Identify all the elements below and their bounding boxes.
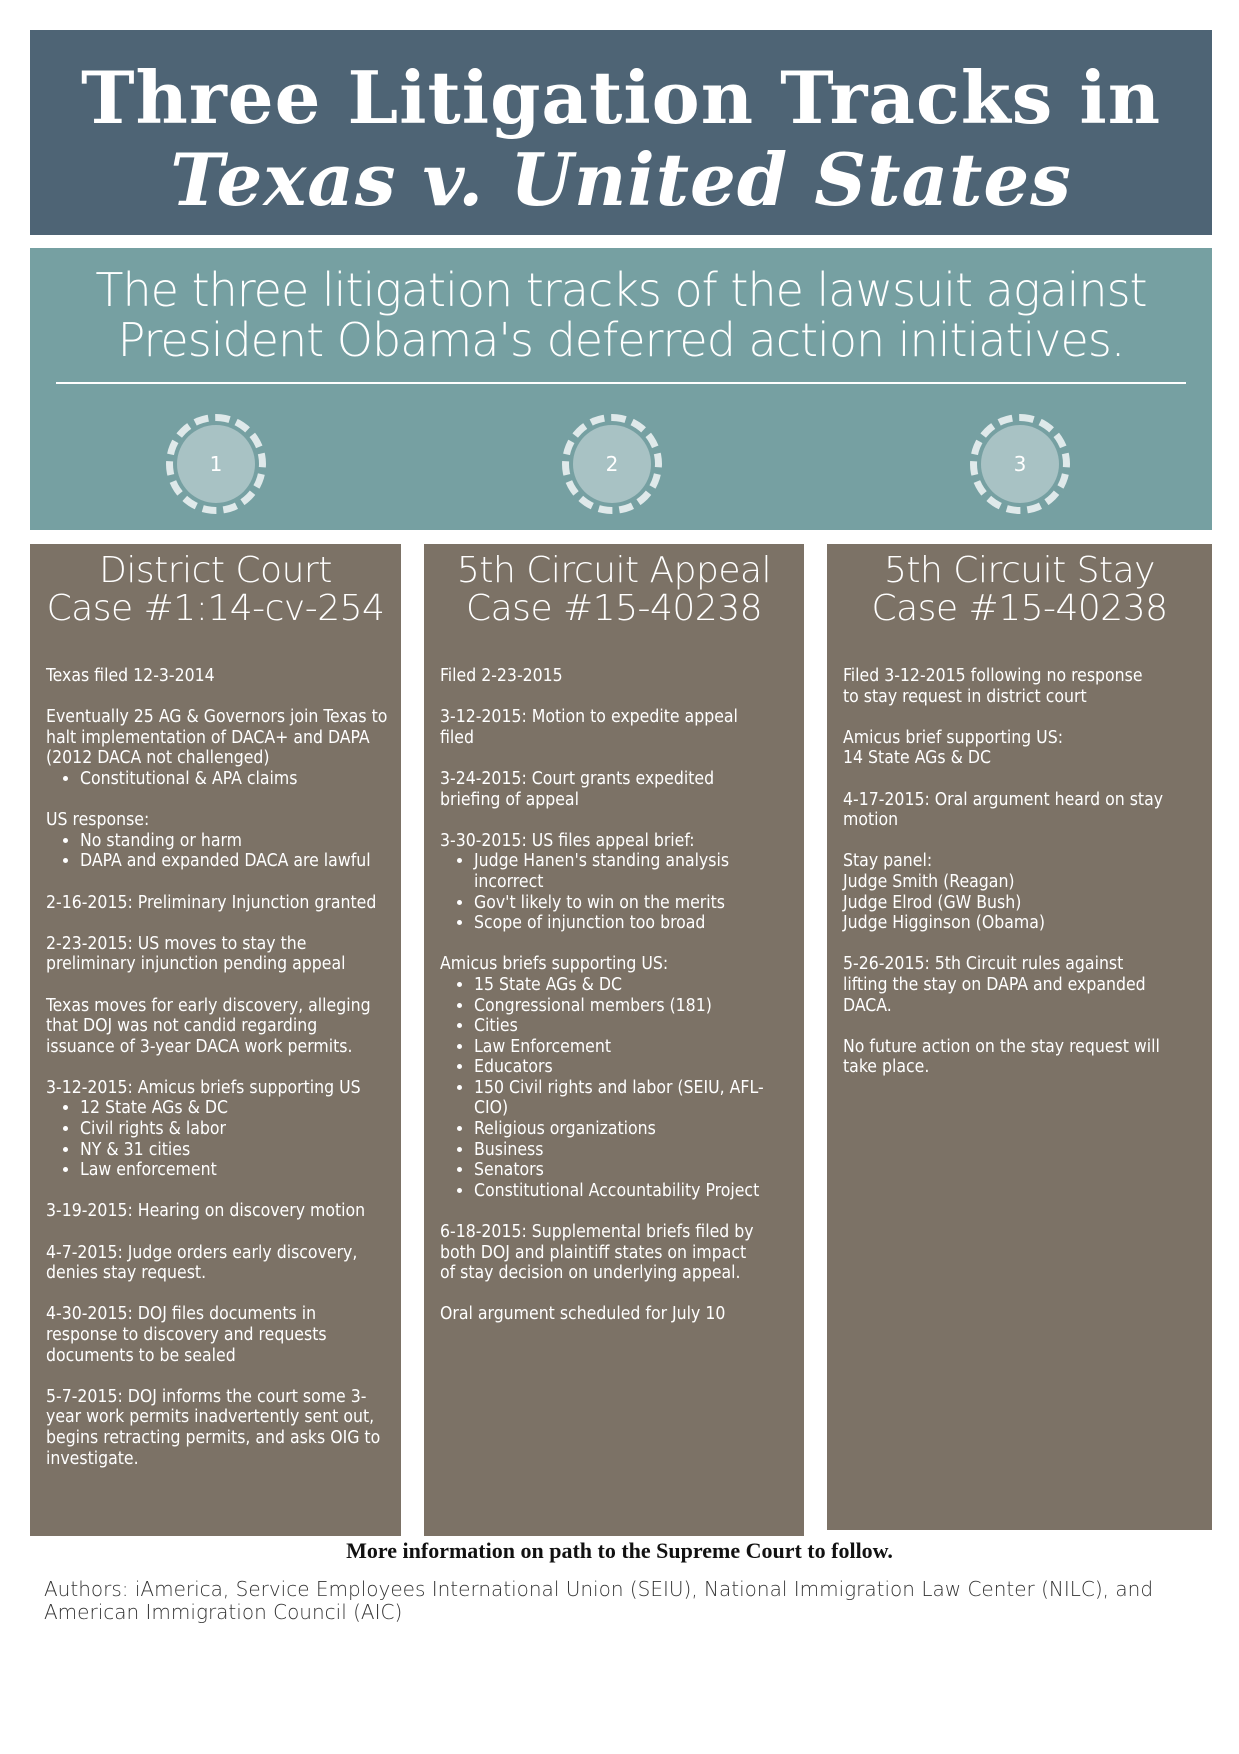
page-title-line1: Three Litigation Tracks in bbox=[80, 55, 1162, 140]
bullet-item: • Law Enforcement bbox=[474, 1037, 792, 1058]
track-number-badge-1 bbox=[166, 414, 266, 514]
timeline-entry bbox=[843, 1037, 1200, 1078]
column-title-line1: 5th Circuit Appeal bbox=[456, 550, 772, 591]
timeline-entry-text: Stay panel: Judge Smith (Reagan) Judge Elrod (GW Bush) Judge Higginson (Obama) bbox=[843, 851, 1045, 934]
footer-authors: Authors: iAmerica, Service Employees International Union (SEIU), National Immigration Law Center (NILC), and American Immigration Council (AIC) bbox=[44, 1577, 1154, 1624]
badge-number: 1 bbox=[177, 425, 255, 503]
timeline-entry bbox=[46, 1201, 389, 1222]
timeline-entry-text: 2-23-2015: US moves to stay the preliminary injunction pending appeal bbox=[46, 933, 346, 975]
timeline-entry bbox=[46, 1387, 389, 1469]
timeline-entry-text: 4-7-2015: Judge orders early discovery, denies stay request. bbox=[46, 1242, 358, 1284]
timeline-entry-text: Amicus brief supporting US: 14 State AGs & DC bbox=[843, 727, 1064, 769]
timeline-entry-text: 3-24-2015: Court grants expedited briefing of appeal bbox=[440, 768, 715, 810]
timeline-entry bbox=[440, 666, 792, 687]
timeline-entry bbox=[46, 1078, 389, 1181]
bullet-item: • Judge Hanen's standing analysis incorrect bbox=[474, 851, 792, 892]
timeline-entry-text: 3-30-2015: US files appeal brief: bbox=[440, 830, 695, 851]
bullet-item: • 12 State AGs & DC bbox=[80, 1098, 389, 1119]
timeline-entry bbox=[440, 1304, 792, 1325]
bullet-item: • Religious organizations bbox=[474, 1119, 792, 1140]
timeline-entry bbox=[440, 954, 792, 1201]
bullet-item: • No standing or harm bbox=[80, 831, 389, 852]
timeline-entry bbox=[46, 810, 389, 872]
subtitle-line1: The three litigation tracks of the lawsuit against bbox=[95, 263, 1147, 317]
bullet-list bbox=[46, 769, 389, 790]
timeline-entry-text: 3-19-2015: Hearing on discovery motion bbox=[46, 1201, 366, 1222]
column-title-line1: 5th Circuit Stay bbox=[884, 550, 1155, 591]
timeline-entry bbox=[46, 666, 389, 687]
timeline-entry bbox=[843, 666, 1200, 707]
timeline-entry bbox=[440, 707, 792, 748]
column-body bbox=[46, 666, 389, 1490]
column-body bbox=[843, 666, 1200, 1098]
bullet-item: • 150 Civil rights and labor (SEIU, AFL-CIO) bbox=[474, 1078, 792, 1119]
timeline-entry-text: Filed 3-12-2015 following no response to stay request in district court bbox=[843, 666, 1143, 707]
column-title-line1: District Court bbox=[99, 550, 332, 591]
timeline-entry-text: Amicus briefs supporting US: bbox=[440, 954, 669, 975]
timeline-entry-text: US response: bbox=[46, 810, 150, 831]
timeline-entry bbox=[46, 1243, 389, 1284]
bullet-list bbox=[46, 831, 389, 872]
timeline-entry bbox=[843, 790, 1200, 831]
bullet-item: • Business bbox=[474, 1140, 792, 1161]
timeline-entry-text: 4-17-2015: Oral argument heard on stay motion bbox=[843, 789, 1164, 831]
timeline-entry bbox=[46, 707, 389, 789]
bullet-list bbox=[46, 1098, 389, 1180]
track-column-5th-circuit-appeal bbox=[424, 544, 804, 1536]
timeline-entry bbox=[843, 728, 1200, 769]
timeline-entry-text: Texas filed 12-3-2014 bbox=[46, 666, 215, 686]
timeline-entry bbox=[46, 893, 389, 914]
timeline-entry bbox=[46, 1304, 389, 1366]
timeline-entry bbox=[440, 831, 792, 934]
column-body bbox=[440, 666, 792, 1346]
track-number-badge-3 bbox=[970, 414, 1070, 514]
bullet-item: • Congressional members (181) bbox=[474, 996, 792, 1017]
title-banner bbox=[30, 30, 1212, 235]
timeline-entry-text: Eventually 25 AG & Governors join Texas to halt implementation of DACA+ and DAPA (2012 DACA not challenged) bbox=[46, 707, 388, 769]
column-case-number: Case #15-40238 bbox=[871, 588, 1168, 629]
column-title bbox=[827, 552, 1212, 628]
bullet-item: • 15 State AGs & DC bbox=[474, 975, 792, 996]
bullet-item: • Law enforcement bbox=[80, 1160, 389, 1181]
bullet-item: • Scope of injunction too broad bbox=[474, 913, 792, 934]
column-case-number: Case #15-40238 bbox=[465, 588, 763, 629]
bullet-item: • Constitutional Accountability Project bbox=[474, 1181, 792, 1202]
timeline-entry bbox=[46, 934, 389, 975]
timeline-entry-text: 5-7-2015: DOJ informs the court some 3- year work permits inadvertently sent out, begins retracting permits, and asks OIG to investigate. bbox=[46, 1386, 381, 1469]
timeline-entry-text: No future action on the stay request will take place. bbox=[843, 1036, 1160, 1078]
timeline-entry-text: 3-12-2015: Motion to expedite appeal filed bbox=[440, 707, 738, 748]
timeline-entry-text: 2-16-2015: Preliminary Injunction granted bbox=[46, 892, 377, 913]
track-column-district-court bbox=[30, 544, 401, 1536]
page-title-line2: Texas v. United States bbox=[170, 137, 1072, 222]
bullet-item: • Cities bbox=[474, 1016, 792, 1037]
timeline-entry-text: Texas moves for early discovery, alleging that DOJ was not candid regarding issuance of 3-year DACA work permits. bbox=[46, 995, 371, 1057]
timeline-entry bbox=[843, 954, 1200, 1016]
timeline-entry bbox=[440, 769, 792, 810]
column-title bbox=[30, 552, 401, 628]
column-case-number: Case #1:14-cv-254 bbox=[46, 588, 385, 629]
timeline-entry bbox=[440, 1222, 792, 1284]
timeline-entry bbox=[46, 996, 389, 1058]
timeline-entry-text: 4-30-2015: DOJ files documents in response to discovery and requests documents to be sealed bbox=[46, 1304, 327, 1366]
timeline-entry-text: Filed 2-23-2015 bbox=[440, 666, 563, 686]
badge-number: 3 bbox=[981, 425, 1059, 503]
bullet-list bbox=[440, 975, 792, 1202]
timeline-entry-text: Oral argument scheduled for July 10 bbox=[440, 1304, 726, 1325]
bullet-item: • NY & 31 cities bbox=[80, 1140, 389, 1161]
timeline-entry-text: 5-26-2015: 5th Circuit rules against lifting the stay on DAPA and expanded DACA. bbox=[843, 954, 1146, 1016]
bullet-item: • Constitutional & APA claims bbox=[80, 769, 389, 790]
subtitle-banner bbox=[30, 248, 1212, 530]
badge-number: 2 bbox=[573, 425, 651, 503]
timeline-entry bbox=[843, 851, 1200, 933]
bullet-item: • DAPA and expanded DACA are lawful bbox=[80, 851, 389, 872]
bullet-list bbox=[440, 851, 792, 933]
bullet-item: • Educators bbox=[474, 1057, 792, 1078]
timeline-entry-text: 3-12-2015: Amicus briefs supporting US bbox=[46, 1077, 361, 1098]
bullet-item: • Gov't likely to win on the merits bbox=[474, 893, 792, 914]
subtitle-line2: President Obama's deferred action initiatives. bbox=[117, 313, 1125, 367]
track-number-badge-2 bbox=[562, 414, 662, 514]
bullet-item: • Civil rights & labor bbox=[80, 1119, 389, 1140]
footer-note: More information on path to the Supreme Court to follow. bbox=[346, 1538, 893, 1563]
track-column-5th-circuit-stay bbox=[827, 544, 1212, 1530]
timeline-entry-text: 6-18-2015: Supplemental briefs filed by both DOJ and plaintiff states on impact of stay decision on underlying appeal. bbox=[440, 1222, 754, 1284]
column-title bbox=[424, 552, 804, 628]
divider bbox=[56, 382, 1186, 384]
bullet-item: • Senators bbox=[474, 1160, 792, 1181]
